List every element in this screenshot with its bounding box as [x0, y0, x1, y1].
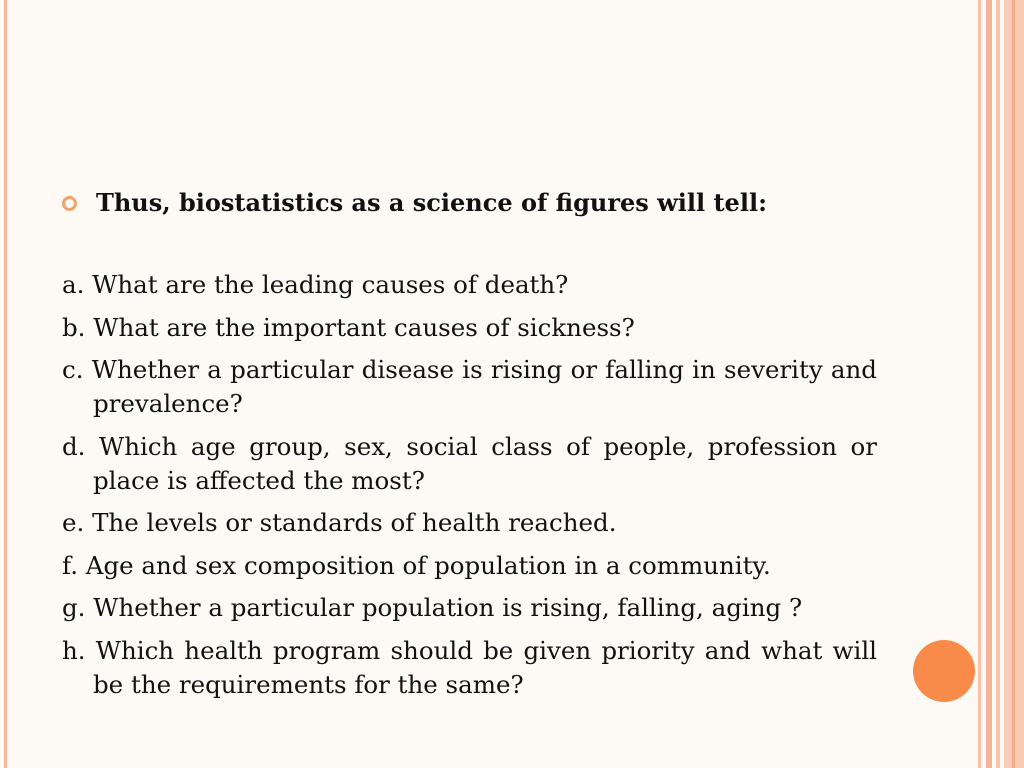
slide-heading: [62, 186, 892, 220]
list-item: f. Age and sex composition of population in a community.: [62, 550, 771, 580]
list-item: d. Which age group, sex, social class of people, profession or place is affected the most?: [62, 431, 877, 495]
list-item: e. The levels or standards of health reached.: [62, 508, 617, 537]
list-item: h. Which health program should be given priority and what will be the requirements for the same?: [62, 635, 877, 699]
question-list: [62, 268, 877, 710]
list-item: b. What are the important causes of sickness?: [62, 312, 635, 342]
heading-text: Thus, biostatistics as a science of figures will tell:: [96, 188, 767, 217]
right-border-stripe: [996, 0, 1000, 768]
decorative-circle-icon: [913, 640, 975, 702]
ring-bullet-icon: [62, 196, 77, 211]
list-item: a. What are the leading causes of death?: [62, 270, 569, 299]
list-item: c. Whether a particular disease is rising or falling in severity and prevalence?: [62, 355, 877, 418]
right-border-stripe: [986, 0, 992, 768]
list-item: g. Whether a particular population is rising, falling, aging ?: [62, 593, 803, 622]
left-border-stripe: [4, 0, 7, 768]
right-border-stripe: [978, 0, 981, 768]
right-border-stripe: [1012, 0, 1015, 768]
